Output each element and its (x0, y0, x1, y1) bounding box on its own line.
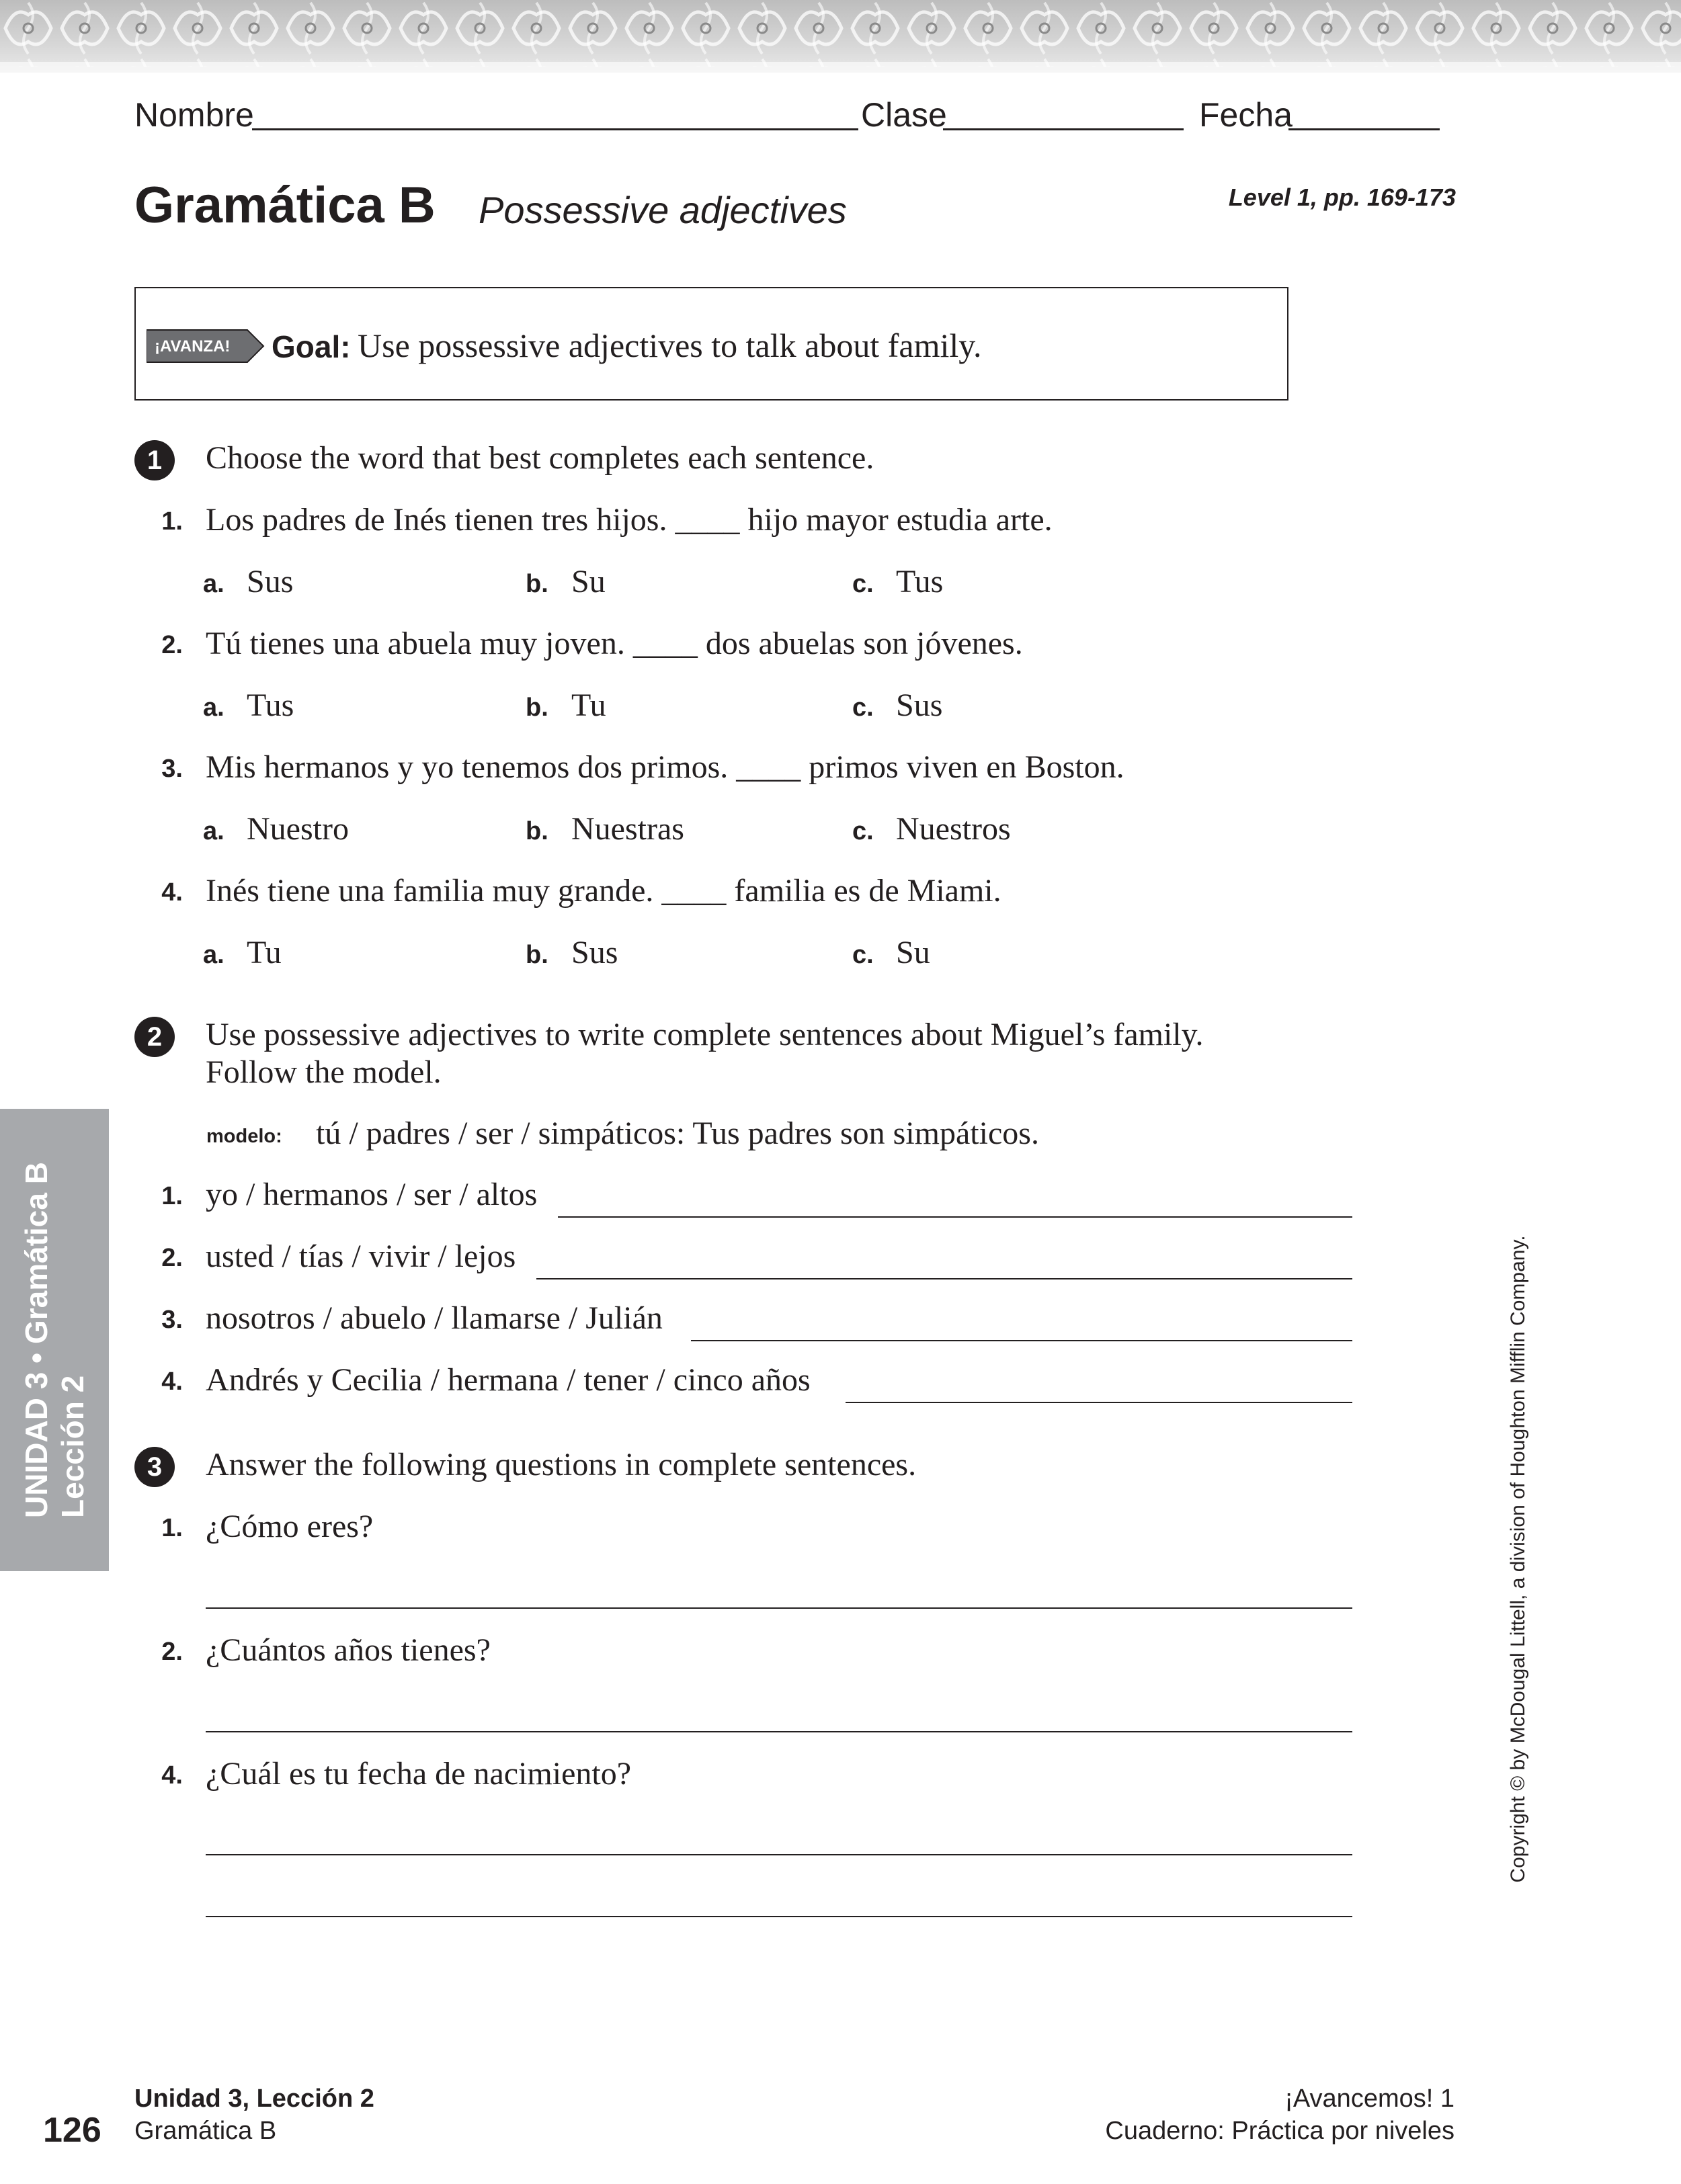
top-decorative-band (0, 0, 1681, 73)
answer-line[interactable] (558, 1216, 1352, 1218)
goal-text: Use possessive adjectives to talk about family. (358, 327, 982, 364)
answer-line[interactable] (536, 1278, 1352, 1279)
fecha-field-line[interactable] (1288, 128, 1440, 130)
s1-q4-option-b-letter: b. (526, 941, 548, 969)
s1-question-number: 2. (161, 631, 183, 659)
s2-question-text: usted / tías / vivir / lejos (206, 1238, 516, 1274)
s1-q2-option-a[interactable]: Tus (247, 687, 294, 723)
s1-q4-option-c[interactable]: Su (896, 935, 930, 970)
clase-field-line[interactable] (943, 128, 1184, 130)
side-tab-text (18, 1162, 91, 1518)
s2-question-number: 3. (161, 1306, 183, 1334)
section-1-number: 1 (134, 440, 175, 480)
avanza-badge-text: ¡AVANZA! (155, 337, 231, 355)
s1-q3-option-a-letter: a. (203, 817, 224, 845)
side-tab-line1: UNIDAD 3 • Gramática B (19, 1162, 54, 1518)
s1-question-number: 4. (161, 878, 183, 907)
knot-pattern-icon (0, 0, 1681, 73)
nombre-label: Nombre (134, 96, 254, 134)
s1-q3-option-b[interactable]: Nuestras (571, 811, 684, 847)
section-1-instruction: Choose the word that best completes each sentence. (206, 440, 874, 476)
s1-question-text: Tú tienes una abuela muy joven. ____ dos abuelas son jóvenes. (206, 626, 1023, 661)
footer-section: Gramática B (134, 2117, 277, 2145)
s1-q1-option-b[interactable]: Su (571, 564, 606, 599)
footer-book-subtitle: Cuaderno: Práctica por niveles (1105, 2117, 1454, 2145)
s1-q2-option-c-letter: c. (852, 694, 874, 722)
s1-q1-option-a-letter: a. (203, 570, 224, 598)
nombre-field-line[interactable] (252, 128, 858, 130)
section-2-instruction-line1: Use possessive adjectives to write complete sentences about Miguel’s family. (206, 1017, 1204, 1052)
side-tab-line2: Lección 2 (55, 1375, 90, 1518)
s3-question-text: ¿Cómo eres? (206, 1509, 374, 1544)
s1-question-text: Inés tiene una familia muy grande. ____ familia es de Miami. (206, 873, 1001, 909)
s3-question-number: 1. (161, 1514, 183, 1542)
s1-q1-option-b-letter: b. (526, 570, 548, 598)
s2-question-text: Andrés y Cecilia / hermana / tener / cinco años (206, 1362, 811, 1398)
s3-question-text: ¿Cuál es tu fecha de nacimiento? (206, 1756, 632, 1792)
footer-unit: Unidad 3, Lección 2 (134, 2085, 374, 2113)
s1-q3-option-a[interactable]: Nuestro (247, 811, 349, 847)
page-number: 126 (43, 2111, 101, 2150)
s1-question-text: Los padres de Inés tienen tres hijos. ____ hijo mayor estudia arte. (206, 502, 1053, 538)
section-2-instruction-line2: Follow the model. (206, 1054, 442, 1090)
goal-box (134, 287, 1288, 401)
page-subtitle: Possessive adjectives (479, 189, 847, 231)
answer-line[interactable] (206, 1854, 1352, 1855)
section-3-number: 3 (134, 1447, 175, 1487)
s2-question-number: 2. (161, 1244, 183, 1272)
s1-q4-option-c-letter: c. (852, 941, 874, 969)
s1-question-text: Mis hermanos y yo tenemos dos primos. ____ primos viven en Boston. (206, 749, 1124, 785)
s3-question-number: 2. (161, 1638, 183, 1666)
answer-line[interactable] (846, 1402, 1352, 1403)
s2-question-number: 1. (161, 1182, 183, 1210)
model-label: modelo: (206, 1126, 282, 1147)
s1-q1-option-c-letter: c. (852, 570, 874, 598)
s1-q2-option-b-letter: b. (526, 694, 548, 722)
goal-label: Goal: (272, 329, 351, 364)
s1-question-number: 1. (161, 507, 183, 536)
answer-line[interactable] (691, 1340, 1352, 1341)
answer-line[interactable] (206, 1607, 1352, 1609)
s1-q2-option-c[interactable]: Sus (896, 687, 943, 723)
s1-q3-option-b-letter: b. (526, 817, 548, 845)
s1-q1-option-c[interactable]: Tus (896, 564, 944, 599)
fecha-label: Fecha (1199, 96, 1293, 134)
s3-question-text: ¿Cuántos años tienes? (206, 1632, 491, 1668)
avanza-badge-icon (147, 327, 265, 365)
s1-q4-option-a-letter: a. (203, 941, 224, 969)
section-3-instruction: Answer the following questions in complete sentences. (206, 1447, 917, 1482)
page-title: Gramática B (134, 177, 436, 234)
s2-question-text: nosotros / abuelo / llamarse / Julián (206, 1300, 663, 1336)
model-text: tú / padres / ser / simpáticos: Tus padres son simpáticos. (316, 1116, 1039, 1151)
section-2-number: 2 (134, 1017, 175, 1057)
level-reference: Level 1, pp. 169-173 (1228, 183, 1456, 211)
s2-question-number: 4. (161, 1368, 183, 1396)
s1-q1-option-a[interactable]: Sus (247, 564, 294, 599)
answer-line[interactable] (206, 1731, 1352, 1732)
s2-question-text: yo / hermanos / ser / altos (206, 1177, 538, 1212)
s1-q2-option-b[interactable]: Tu (571, 687, 606, 723)
s1-q3-option-c[interactable]: Nuestros (896, 811, 1011, 847)
copyright-notice: Copyright © by McDougal Littell, a division of Houghton Mifflin Company. (1507, 1235, 1529, 1883)
s3-question-number: 4. (161, 1761, 183, 1790)
side-tab (0, 1109, 109, 1571)
clase-label: Clase (861, 96, 947, 134)
s1-q2-option-a-letter: a. (203, 694, 224, 722)
answer-line[interactable] (206, 1916, 1352, 1917)
footer-book-title: ¡Avancemos! 1 (1284, 2085, 1454, 2113)
s1-question-number: 3. (161, 755, 183, 783)
s1-q4-option-b[interactable]: Sus (571, 935, 618, 970)
s1-q4-option-a[interactable]: Tu (247, 935, 282, 970)
s1-q3-option-c-letter: c. (852, 817, 874, 845)
